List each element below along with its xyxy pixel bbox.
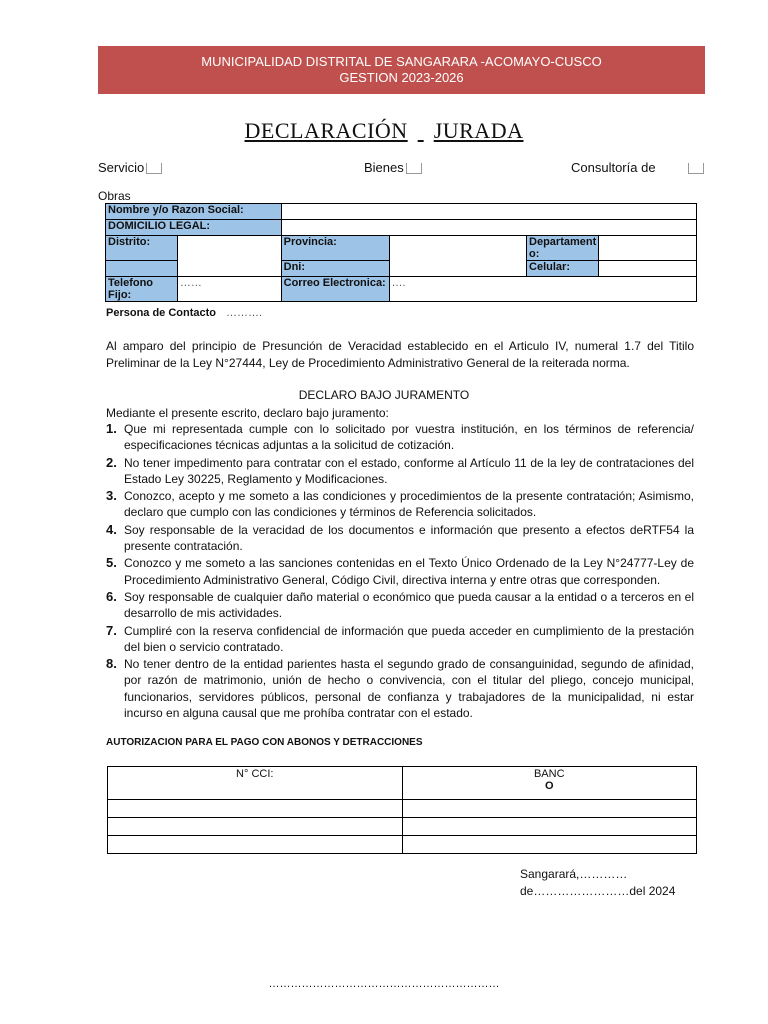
correo-field[interactable]: …. bbox=[389, 277, 697, 302]
nombre-label: Nombre y/o Razon Social: bbox=[106, 204, 282, 220]
distrito-label: Distrito: bbox=[106, 236, 178, 261]
declaration-item bbox=[106, 522, 694, 555]
item-text: Soy responsable de la veracidad de los documentos e información que presento a efectos deRTF54 la presente contratación. bbox=[124, 522, 694, 554]
banco-header-line-2: O bbox=[544, 780, 554, 792]
option-bienes[interactable] bbox=[364, 160, 422, 175]
declaration-item bbox=[106, 623, 694, 656]
distrito-label-cont bbox=[106, 261, 178, 277]
dni-label: Dni: bbox=[281, 261, 389, 277]
domicilio-field[interactable] bbox=[281, 220, 696, 236]
place-date bbox=[520, 866, 675, 900]
contacto-row bbox=[106, 307, 262, 319]
banco-header-line-1: BANC bbox=[533, 768, 565, 780]
bank-table bbox=[107, 766, 697, 854]
cci-cell[interactable] bbox=[108, 818, 403, 836]
item-number: 5. bbox=[106, 555, 117, 571]
cci-cell[interactable] bbox=[108, 800, 403, 818]
declaration-item bbox=[106, 555, 694, 588]
info-table bbox=[105, 203, 697, 302]
banco-cell[interactable] bbox=[402, 818, 697, 836]
item-number: 1. bbox=[106, 421, 117, 436]
contacto-field[interactable]: ………. bbox=[226, 307, 263, 319]
intro-paragraph: Al amparo del principio de Presunción de Veracidad establecido en el Articulo IV, numeral 1.7 del Titilo Preliminar de la Ley N°27444, Ley de Procedimiento Administrativo General de la reiterada norma. bbox=[106, 339, 694, 370]
header-line-1: MUNICIPALIDAD DISTRITAL DE SANGARARA -ACOMAYO-CUSCO bbox=[201, 54, 602, 69]
domicilio-label: DOMICILIO LEGAL: bbox=[106, 220, 282, 236]
document-title bbox=[0, 118, 768, 144]
item-text: Soy responsable de cualquier daño material o económico que pueda causar a la entidad o a terceros en el desarrollo de mis actividades. bbox=[124, 589, 694, 621]
item-text: Que mi representada cumple con lo solicitado por vuestra institución, en los términos de referencia/ especificaciones técnicas adjuntas a la solicitud de cotización. bbox=[124, 422, 694, 453]
option-obras-label: Obras bbox=[98, 189, 131, 203]
item-text: Conozco, acepto y me someto a las condiciones y procedimientos de la presente contratación; Asimismo, declaro que cumplo con las condiciones y términos de Referencia solicitados. bbox=[124, 489, 694, 520]
autorizacion-heading: AUTORIZACION PARA EL PAGO CON ABONOS Y DETRACCIONES bbox=[106, 737, 423, 748]
contacto-label: Persona de Contacto bbox=[106, 307, 217, 319]
celular-field[interactable] bbox=[599, 261, 697, 277]
header-line-2: GESTION 2023-2026 bbox=[339, 70, 464, 85]
item-number: 3. bbox=[106, 488, 117, 504]
mediante-text: Mediante el presente escrito, declaro bajo juramento: bbox=[106, 406, 389, 420]
option-servicio-label: Servicio bbox=[98, 160, 145, 175]
declaration-item bbox=[106, 589, 694, 622]
banco-cell[interactable] bbox=[402, 836, 697, 854]
correo-label: Correo Electronica: bbox=[281, 277, 389, 302]
item-number: 4. bbox=[106, 521, 117, 537]
option-servicio[interactable] bbox=[98, 160, 162, 175]
item-number: 8. bbox=[106, 656, 117, 672]
item-number: 2. bbox=[106, 454, 117, 470]
item-text: Cumpliré con la reserva confidencial de información que pueda acceder en cumplimiento de la prestación del bien o servicio contratado. bbox=[124, 623, 694, 654]
bienes-checkbox[interactable] bbox=[406, 163, 422, 174]
departamento-field[interactable] bbox=[599, 236, 697, 261]
cci-cell[interactable] bbox=[108, 836, 403, 854]
option-bienes-label: Bienes bbox=[364, 160, 404, 175]
banco-cell[interactable] bbox=[402, 800, 697, 818]
cci-header: N° CCI: bbox=[108, 767, 403, 800]
title-word-1: DECLARACIÓN bbox=[244, 118, 408, 143]
title-word-2: JURADA bbox=[433, 118, 524, 143]
telefono-field[interactable]: …… bbox=[177, 277, 281, 302]
declaration-item bbox=[106, 656, 694, 721]
distrito-field[interactable] bbox=[177, 236, 281, 277]
option-consultoria-label: Consultoría de bbox=[571, 160, 656, 175]
item-text: Conozco y me someto a las sanciones contenidas en el Texto Único Ordenado de la Ley N°24777-Ley de Procedimiento Administrativo General, Código Civil, directiva interna y entre otras que corresponden. bbox=[124, 556, 694, 587]
declaration-item bbox=[106, 488, 694, 521]
signature-line: ……………………………………………………… bbox=[268, 978, 500, 990]
item-number: 7. bbox=[106, 622, 117, 638]
declaration-list bbox=[106, 421, 694, 722]
departamento-label: Departament o: bbox=[527, 236, 599, 261]
telefono-label: Telefono Fijo: bbox=[106, 277, 178, 302]
declaration-item bbox=[106, 455, 694, 488]
place-line-2: de……………………del 2024 bbox=[520, 884, 676, 898]
consultoria-checkbox[interactable] bbox=[688, 163, 704, 174]
place-line-1: Sangarará,………… bbox=[520, 867, 628, 881]
item-text: No tener impedimento para contratar con el estado, conforme al Artículo 11 de la ley de contrataciones del Estado Ley 30225, Reglamento y Modificaciones. bbox=[124, 455, 694, 486]
item-text: No tener dentro de la entidad parientes hasta el segundo grado de consanguinidad, segundo de afinidad, por razón de matrimonio, unión de hecho o convivencia, con el titular del pliego, concejo municipal, funcionarios, servidores públicos, personal de confianza y trabajadores de la municipalidad, ni estar incurso en alguna causal que me prohíba contratar con el estado. bbox=[124, 657, 694, 721]
nombre-field[interactable] bbox=[281, 204, 696, 220]
declaro-heading: DECLARO BAJO JURAMENTO bbox=[298, 388, 470, 402]
provincia-field[interactable] bbox=[389, 236, 527, 277]
banco-header bbox=[402, 767, 697, 800]
servicio-checkbox[interactable] bbox=[146, 163, 162, 174]
declaration-item bbox=[106, 421, 694, 454]
provincia-label: Provincia: bbox=[281, 236, 389, 261]
item-number: 6. bbox=[106, 588, 117, 604]
option-consultoria[interactable] bbox=[571, 160, 704, 175]
celular-label: Celular: bbox=[527, 261, 599, 277]
header-banner bbox=[98, 46, 705, 94]
